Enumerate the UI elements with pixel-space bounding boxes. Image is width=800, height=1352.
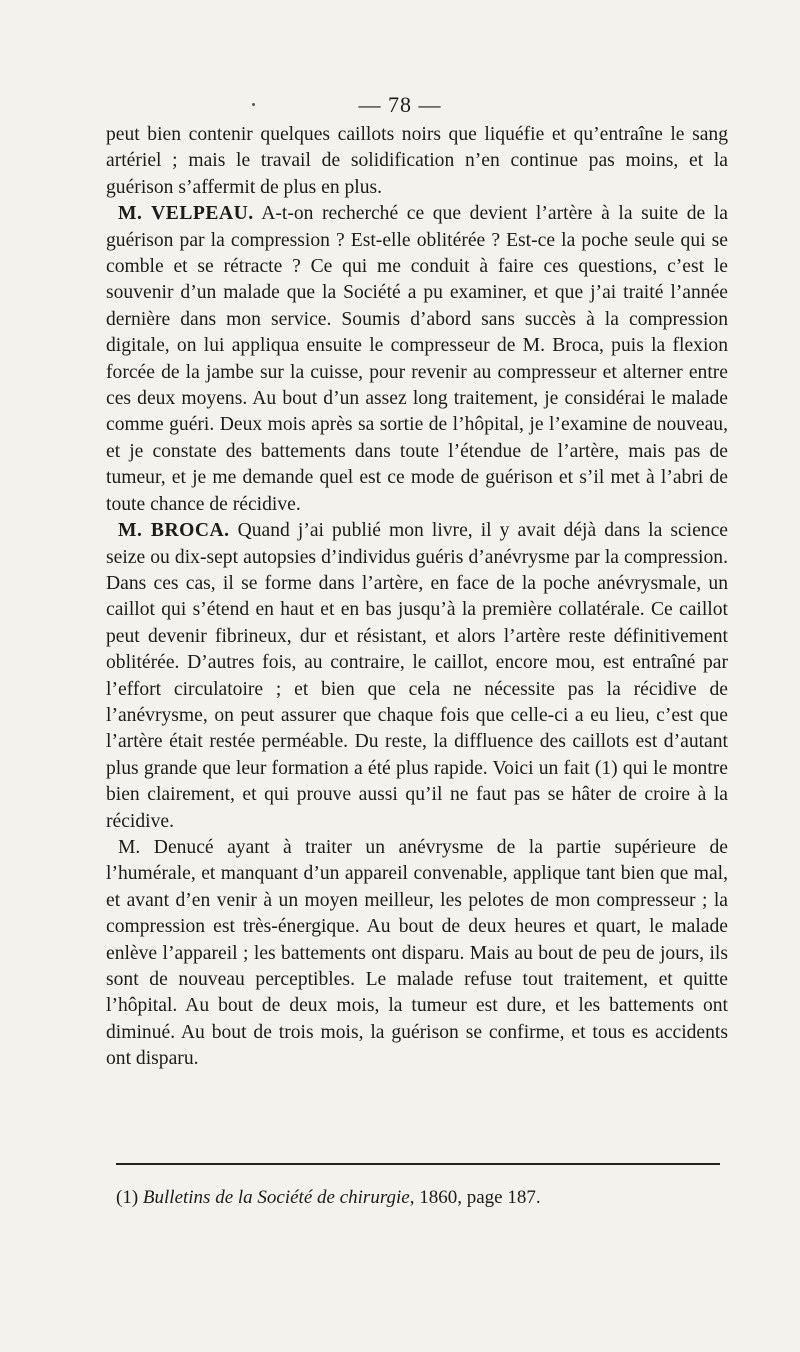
footnote <box>116 1185 726 1211</box>
paragraph-3 <box>106 518 728 835</box>
paragraph-1 <box>106 122 728 201</box>
speaker-velpeau: M. VELPEAU. <box>118 203 254 225</box>
footnote-rest: , 1860, page 187. <box>409 1187 541 1208</box>
paragraph-2-text: A-t-on recherché ce que devient l’artère à la suite de la guérison par la compression ? Est-elle oblitérée ? Est-ce la poche seule qui se comble et se rétracte ? Ce qui me conduit à faire ces questions, c’est le souvenir d’un malade que la Société a pu examiner, et que j’ai traité l’année dernière dans mon service. Soumis d’abord sans succès à la compression digitale, on lui appliqua ensuite le compresseur de M. Broca, puis la flexion forcée de la jambe sur la cuisse, pour revenir au compresseur et alterner entre ces deux moyens. Au bout d’un assez long traitement, je considérai le malade comme guéri. Deux mois après sa sortie de l’hôpital, je l’examine de nouveau, et je constate des battements dans toute l’étendue de l’artère, mais pas de tumeur, et je me demande quel est ce mode de guérison et s’il met à l’abri de toute chance de récidive. <box>106 203 728 515</box>
paragraph-4-text: M. Denucé ayant à traiter un anévrysme de la partie supérieure de l’humérale, et manquant d’un appareil convenable, applique tant bien que mal, et avant d’en venir à un moyen meilleur, les pelotes de mon compresseur ; la compression est très-énergique. Au bout de deux heures et quart, le malade enlève l’appareil ; les battements ont disparu. Mais au bout de peu de jours, ils sont de nouveau perceptibles. Le malade refuse tout traitement, et quitte l’hôpital. Au bout de deux mois, la tumeur est dure, et les battements ont diminué. Au bout de trois mois, la guérison se confirme, et tous es accidents ont disparu. <box>106 836 728 1070</box>
body-text <box>106 122 728 1073</box>
paragraph-2 <box>106 201 728 518</box>
paragraph-3-text: Quand j’ai publié mon livre, il y avait déjà dans la science seize ou dix-sept autopsies d’individus guéris d’anévrysme par la compression. Dans ces cas, il se forme dans l’artère, en face de la poche anévrysmale, un caillot qui s’étend en haut et en bas jusqu’à la première collatérale. Ce caillot peut devenir fibrineux, dur et résistant, et alors l’artère reste définitivement oblitérée. D’autres fois, au contraire, le caillot, encore mou, est entraîné par l’effort circulatoire ; et bien que cela ne nécessite pas la récidive de l’anévrysme, on peut assurer que chaque fois que celle-ci a eu lieu, c’est que l’artère était restée perméable. Du reste, la diffluence des caillots est d’autant plus grande que leur formation a été plus rapide. Voici un fait (1) qui le montre bien clairement, et qui prouve aussi qu’il ne faut pas se hâter de croire à la récidive. <box>106 520 728 832</box>
footnote-marker: (1) <box>116 1187 139 1208</box>
page-number: — 78 — <box>358 92 442 117</box>
paragraph-1-text: peut bien contenir quelques caillots noirs que liquéfie et qu’entraîne le sang artériel ; mais le travail de solidification n’en continue pas moins, et la guérison s’affermit de plus en plus. <box>106 124 728 198</box>
paragraph-4 <box>106 835 728 1073</box>
speaker-broca: M. BROCA. <box>118 520 230 542</box>
footnote-rule <box>116 1163 720 1165</box>
footnote-title: Bulletins de la Société de chirurgie <box>142 1187 410 1208</box>
